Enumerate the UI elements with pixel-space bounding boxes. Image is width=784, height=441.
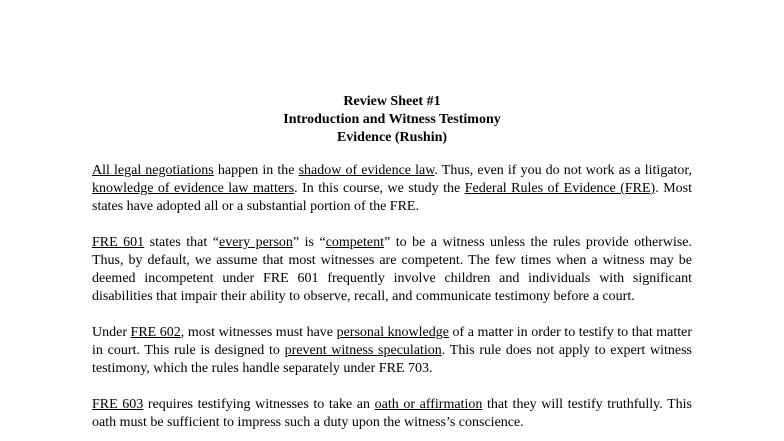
- text-segment: , most witnesses must have: [180, 325, 337, 340]
- text-segment: Under: [92, 325, 131, 340]
- text-segment: of a matter in order to testify to that matter in court. This rule is designed to: [92, 325, 693, 358]
- text-segment: ” is “: [292, 235, 326, 250]
- text-segment: . Most states have adopted all or a substantial portion of the FRE.: [92, 181, 692, 214]
- text-segment: states that “: [144, 235, 219, 250]
- text-segment: . This rule does not apply to expert witness testimony, which the rules handle separately under FRE 703.: [92, 343, 692, 376]
- text-segment: oath or affirmation: [374, 397, 483, 412]
- paragraph-fre-603: [92, 396, 692, 432]
- paragraph-fre-601: [92, 234, 692, 306]
- text-segment: happen in the: [213, 163, 299, 178]
- paragraph-fre-602: [92, 324, 692, 378]
- document-body: [92, 162, 692, 441]
- header-title: Review Sheet #1: [343, 94, 441, 109]
- text-segment: shadow of evidence law: [298, 163, 435, 178]
- document-header: [0, 93, 784, 147]
- text-segment: every person: [219, 235, 293, 250]
- text-segment: competent: [325, 235, 384, 250]
- header-subtitle: Introduction and Witness Testimony: [283, 112, 501, 127]
- text-segment: All legal negotiations: [92, 163, 214, 178]
- header-course: Evidence (Rushin): [336, 130, 448, 145]
- text-segment: personal knowledge: [336, 325, 449, 340]
- text-segment: . Thus, even if you do not work as a litigator,: [434, 163, 693, 178]
- text-segment: FRE 603: [92, 397, 144, 412]
- text-segment: prevent witness speculation: [284, 343, 442, 358]
- text-segment: knowledge of evidence law matters: [92, 181, 295, 196]
- text-segment: ” to be a witness unless the rules provide otherwise. Thus, by default, we assume that most witnesses are competent. The few times when a witness may be deemed incompetent under FRE 601 frequently involve children and individuals with significant disabilities that impair their ability to observe, recall, and communicate testimony before a court.: [92, 235, 693, 304]
- text-segment: FRE 601: [92, 235, 145, 250]
- text-segment: that they will testify truthfully. This oath must be sufficient to impress such a duty upon the witness’s conscience.: [92, 397, 692, 430]
- text-segment: FRE 602: [130, 325, 181, 340]
- paragraph-evidence-law: [92, 162, 692, 216]
- text-segment: Federal Rules of Evidence (FRE): [464, 181, 656, 196]
- text-segment: . In this course, we study the: [294, 181, 465, 196]
- text-segment: requires testifying witnesses to take an: [143, 397, 375, 412]
